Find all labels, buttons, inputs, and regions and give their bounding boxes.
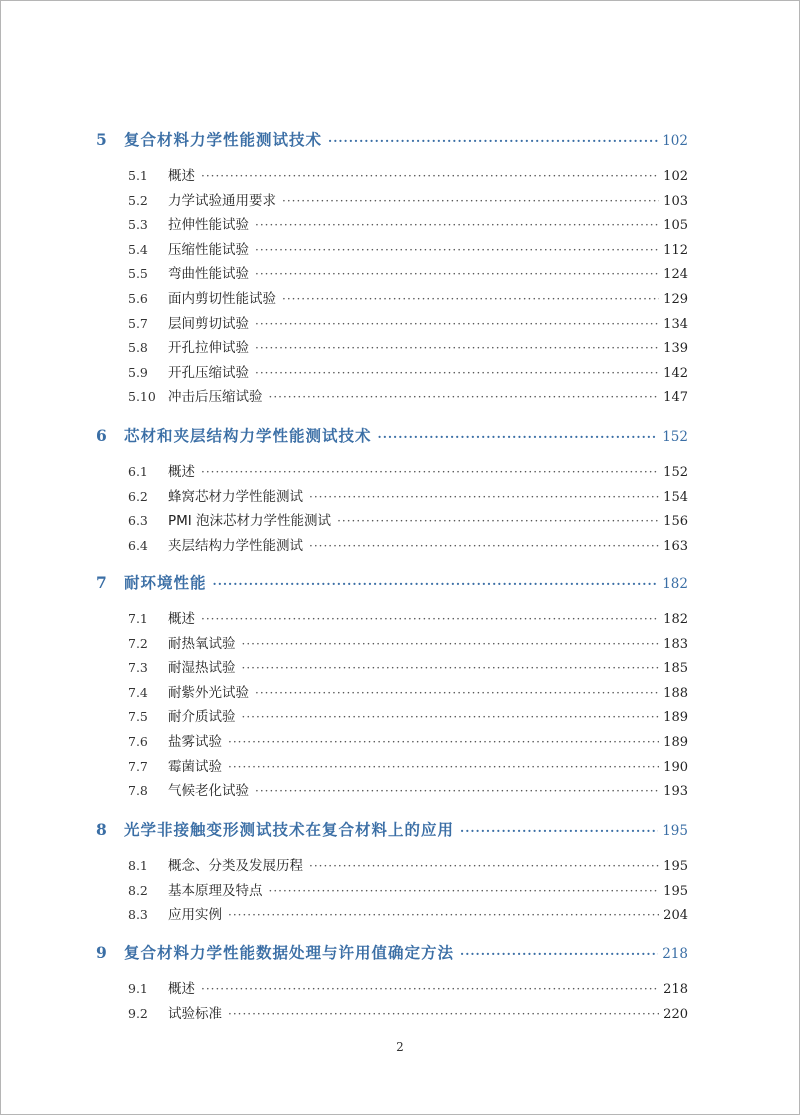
section-page-number: 163 [663,538,688,554]
dot-leader [213,577,659,591]
section-page-number: 124 [663,267,688,283]
section-page-number: 218 [663,982,688,997]
toc-section-entry[interactable] [128,164,688,184]
chapter-page-number: 195 [662,823,688,839]
dot-leader [228,908,659,922]
section-page-number: 134 [663,316,688,332]
dot-leader [255,784,659,798]
section-number: 8.2 [128,882,148,898]
dot-leader [242,661,660,675]
toc-section-entry[interactable] [128,262,688,282]
toc-section-entry[interactable] [128,385,688,405]
dot-leader [228,760,659,774]
section-number: 5.6 [128,291,148,306]
section-number: 8.3 [128,907,148,923]
toc-chapter-entry[interactable] [96,571,688,593]
section-number: 7.7 [128,758,148,774]
section-page-number: 156 [663,514,688,530]
toc-section-entry[interactable] [128,632,688,652]
toc-section-entry[interactable] [128,1002,688,1022]
section-number: 5.10 [128,389,156,405]
dot-leader [255,366,659,380]
section-number: 5.7 [128,315,148,331]
chapter-number: 8 [96,820,107,839]
section-page-number: 190 [663,759,688,775]
chapter-page-number: 152 [662,429,688,445]
dot-leader [228,735,659,749]
dot-leader [282,194,659,208]
dot-leader [255,267,659,281]
section-number: 5.2 [128,192,148,208]
section-title: PMI 泡沫芯材力学性能测试 [168,513,332,530]
section-number: 7.8 [128,783,148,799]
section-number: 7.1 [128,611,148,626]
dot-leader [309,859,659,873]
dot-leader [201,465,659,479]
chapter-title: 光学非接触变形测试技术在复合材料上的应用 [124,821,455,839]
dot-leader [378,430,659,444]
chapter-title: 芯材和夹层结构力学性能测试技术 [124,427,372,445]
section-number: 7.2 [128,635,148,651]
section-number: 9.2 [128,1005,148,1021]
section-title: 概述 [168,168,195,184]
section-title: 试验标准 [168,1005,222,1022]
section-title: 拉伸性能试验 [168,217,249,234]
section-title: 气候老化试验 [168,783,249,800]
toc-section-entry[interactable] [128,460,688,480]
toc-section-entry[interactable] [128,656,688,676]
dot-leader [269,884,660,898]
section-title: 概述 [168,611,195,627]
section-page-number: 129 [663,292,688,307]
dot-leader [255,218,659,232]
toc-section-entry[interactable] [128,213,688,233]
section-title: 弯曲性能试验 [168,266,249,283]
dot-leader [460,947,658,961]
dot-leader [269,390,660,404]
section-title: 冲击后压缩试验 [168,389,263,406]
chapter-number: 5 [96,130,107,149]
section-number: 5.9 [128,364,148,380]
section-page-number: 189 [663,710,688,726]
section-page-number: 139 [663,341,688,357]
toc-section-entry[interactable] [128,705,688,725]
section-title: 开孔拉伸试验 [168,340,249,357]
section-number: 7.3 [128,660,148,676]
toc-section-entry[interactable] [128,681,688,701]
section-page-number: 147 [663,390,688,406]
section-number: 5.4 [128,241,148,257]
section-title: 概述 [168,464,195,480]
section-number: 9.1 [128,981,148,996]
section-title: 耐紫外光试验 [168,684,249,701]
dot-leader [201,169,659,183]
section-title: 层间剪切试验 [168,315,249,332]
section-number: 7.6 [128,734,148,749]
dot-leader [255,341,659,355]
toc-section-entry[interactable] [128,903,688,923]
toc-section-entry[interactable] [128,287,688,307]
section-title: 基本原理及特点 [168,882,263,899]
section-number: 6.2 [128,488,148,504]
dot-leader [460,824,658,838]
section-page-number: 189 [663,735,688,750]
toc-section-entry[interactable] [128,312,688,332]
section-page-number: 142 [663,365,688,381]
section-page-number: 183 [663,636,688,652]
dot-leader [309,539,659,553]
section-title: 夹层结构力学性能测试 [168,537,303,554]
dot-leader [228,1007,659,1021]
section-title: 蜂窝芯材力学性能测试 [168,488,303,505]
section-page-number: 185 [663,661,688,677]
dot-leader [255,243,659,257]
dot-leader [282,292,659,306]
section-number: 5.3 [128,217,148,233]
section-number: 6.1 [128,464,148,479]
dot-leader [242,637,660,651]
section-page-number: 220 [663,1006,688,1022]
toc-section-entry[interactable] [128,755,688,775]
section-title: 开孔压缩试验 [168,364,249,381]
chapter-page-number: 102 [662,133,688,149]
dot-leader [201,612,659,626]
dot-leader [255,686,659,700]
chapter-title: 复合材料力学性能测试技术 [124,131,323,149]
toc-section-entry[interactable] [128,730,688,750]
section-page-number: 105 [663,218,688,234]
toc-section-entry[interactable] [128,238,688,258]
chapter-number: 9 [96,943,107,962]
section-page-number: 195 [663,859,688,874]
chapter-page-number: 218 [662,946,688,962]
section-number: 8.1 [128,858,148,873]
toc-chapter-entry[interactable] [96,818,688,840]
toc-chapter-entry[interactable] [96,424,688,446]
section-title: 耐湿热试验 [168,660,236,677]
toc-section-entry[interactable] [128,879,688,899]
toc-section-entry[interactable] [128,485,688,505]
section-page-number: 154 [663,489,688,505]
section-page-number: 188 [663,685,688,701]
chapter-title: 复合材料力学性能数据处理与许用值确定方法 [124,944,455,962]
section-page-number: 152 [663,465,688,480]
toc-chapter-entry[interactable] [96,941,688,963]
section-number: 6.4 [128,537,148,553]
chapter-number: 7 [96,573,107,592]
toc-section-entry[interactable] [128,361,688,381]
section-title: 耐热氧试验 [168,635,236,652]
section-title: 应用实例 [168,907,222,924]
page-number: 2 [396,1040,404,1054]
chapter-number: 6 [96,426,107,445]
section-title: 面内剪切性能试验 [168,291,276,307]
section-page-number: 102 [663,169,688,184]
section-page-number: 193 [663,784,688,800]
toc-section-entry[interactable] [128,189,688,209]
section-title: 力学试验通用要求 [168,192,276,209]
section-title: 压缩性能试验 [168,241,249,258]
section-page-number: 112 [663,242,688,258]
section-page-number: 204 [663,908,688,924]
section-page-number: 103 [663,193,688,209]
toc-section-entry[interactable] [128,336,688,356]
toc-section-entry[interactable] [128,509,688,529]
dot-leader [242,710,660,724]
section-number: 7.4 [128,684,148,700]
dot-leader [309,490,659,504]
toc-section-entry[interactable] [128,779,688,799]
toc-section-entry[interactable] [128,607,688,627]
toc-section-entry[interactable] [128,534,688,554]
section-title: 概述 [168,981,195,997]
section-title: 霉菌试验 [168,758,222,775]
chapter-title: 耐环境性能 [124,574,207,592]
dot-leader [255,317,659,331]
section-number: 5.5 [128,266,148,282]
dot-leader [337,514,659,528]
section-page-number: 182 [663,612,688,627]
dot-leader [201,982,659,996]
section-number: 7.5 [128,709,148,725]
section-page-number: 195 [663,883,688,899]
dot-leader [328,134,658,148]
toc-section-entry[interactable] [128,854,688,874]
chapter-page-number: 182 [662,576,688,592]
section-title: 盐雾试验 [168,734,222,750]
section-title: 耐介质试验 [168,709,236,726]
toc-chapter-entry[interactable] [96,128,688,150]
section-title: 概念、分类及发展历程 [168,858,303,874]
toc-section-entry[interactable] [128,977,688,997]
section-number: 6.3 [128,513,148,529]
section-number: 5.8 [128,340,148,356]
section-number: 5.1 [128,168,148,183]
